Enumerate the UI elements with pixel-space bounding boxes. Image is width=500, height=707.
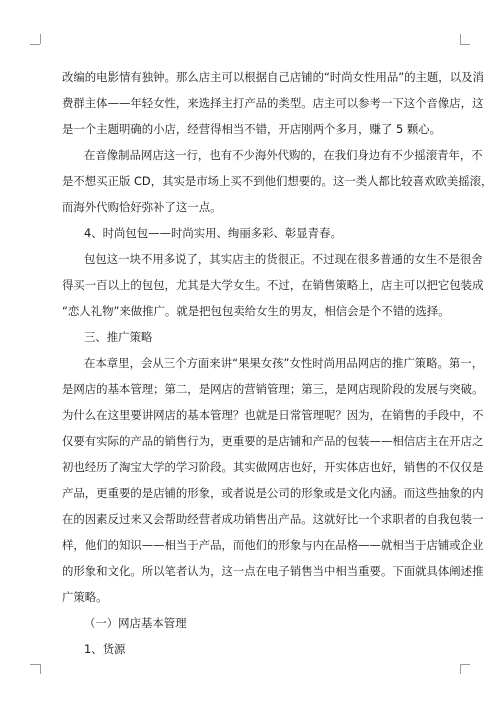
text-line: 1、货源 — [84, 642, 126, 656]
text-line: 而海外代购恰好弥补了这一点。 — [62, 200, 222, 214]
text-line: 是一个主题明确的小店，经营得相当不错，开店刚两个多月，赚了 5 颗心。 — [62, 122, 441, 136]
crop-mark-bottom-left-h — [30, 664, 40, 665]
crop-mark-top-right-v — [460, 34, 461, 44]
text-line: 包包这一块不用多说了，其实店主的货很正。不过现在很多普通的女生不是很舍 — [84, 252, 483, 266]
text-line: 样，他们的知识——相当于产品，而他们的形象与内在品格——就相当于店铺或企业 — [62, 538, 484, 552]
paragraph-p6 — [62, 350, 484, 610]
crop-mark-top-left-h — [30, 44, 40, 45]
crop-mark-top-right-h — [460, 44, 470, 45]
text-line: 初也经历了淘宝大学的学习阶段。其实做网店也好，开实体店也好，销售的不仅仅是 — [62, 460, 484, 474]
text-line: 改编的电影情有独钟。那么店主可以根据自己店铺的“时尚女性用品”的主题，以及消 — [62, 70, 484, 84]
document-body — [62, 64, 493, 662]
text-line: 三、推广策略 — [84, 330, 153, 344]
paragraph-p3 — [62, 220, 446, 246]
text-line: 的形象和文化。所以笔者认为，这一点在电子销售当中相当重要。下面就具体阐述推 — [62, 564, 484, 578]
crop-mark-bottom-left-v — [40, 664, 41, 674]
text-line: 是网店的基本管理；第二，是网店的营销管理；第三，是网店现阶段的发展与突破。 — [62, 382, 484, 396]
text-line: 为什么在这里要讲网店的基本管理？也就是日常管理呢？因为，在销售的手段中，不 — [62, 408, 484, 422]
text-line: 在的因素反过来又会帮助经营者成功销售出产品。这就好比一个求职者的自我包装一 — [62, 512, 484, 526]
text-line: （一）网店基本管理 — [84, 616, 187, 630]
text-line: 费群主体——年轻女性，来选择主打产品的类型。店主可以参考一下这个音像店，这 — [62, 96, 484, 110]
paragraph-p2 — [62, 142, 493, 220]
paragraph-p1 — [62, 64, 484, 142]
crop-mark-bottom-right-h — [460, 664, 470, 665]
paragraph-p4 — [62, 246, 484, 324]
text-line: 在本章里，会从三个方面来讲“果果女孩”女性时尚用品网店的推广策略。第一， — [84, 356, 484, 370]
crop-mark-top-left-v — [40, 34, 41, 44]
paragraph-p7 — [62, 610, 446, 636]
text-line: 仅要有实际的产品的销售行为，更重要的是店铺和产品的包装——相信店主在开店之 — [62, 434, 484, 448]
text-line: 广策略。 — [62, 590, 108, 604]
text-line: 在音像制品网店这一行，也有不少海外代购的，在我们身边有不少摇滚青年，不 — [84, 148, 483, 162]
text-line: 产品，更重要的是店铺的形象，或者说是公司的形象或是文化内涵。而这些抽象的内 — [62, 486, 484, 500]
text-line: 是不想买正版 CD，其实是市场上买不到他们想要的。这一类人都比较喜欢欧美摇滚， — [62, 174, 493, 188]
crop-mark-bottom-right-v — [460, 664, 461, 674]
text-line: 得买一百以上的包包，尤其是大学女生。不过，在销售策略上，店主可以把它包装成 — [62, 278, 484, 292]
text-line: “恋人礼物”来做推广。就是把包包卖给女生的男友，相信会是个不错的选择。 — [62, 304, 450, 318]
text-line: 4、时尚包包——时尚实用、绚丽多彩、彰显青春。 — [84, 226, 342, 240]
paragraph-p5 — [62, 324, 446, 350]
paragraph-p8 — [62, 636, 446, 662]
